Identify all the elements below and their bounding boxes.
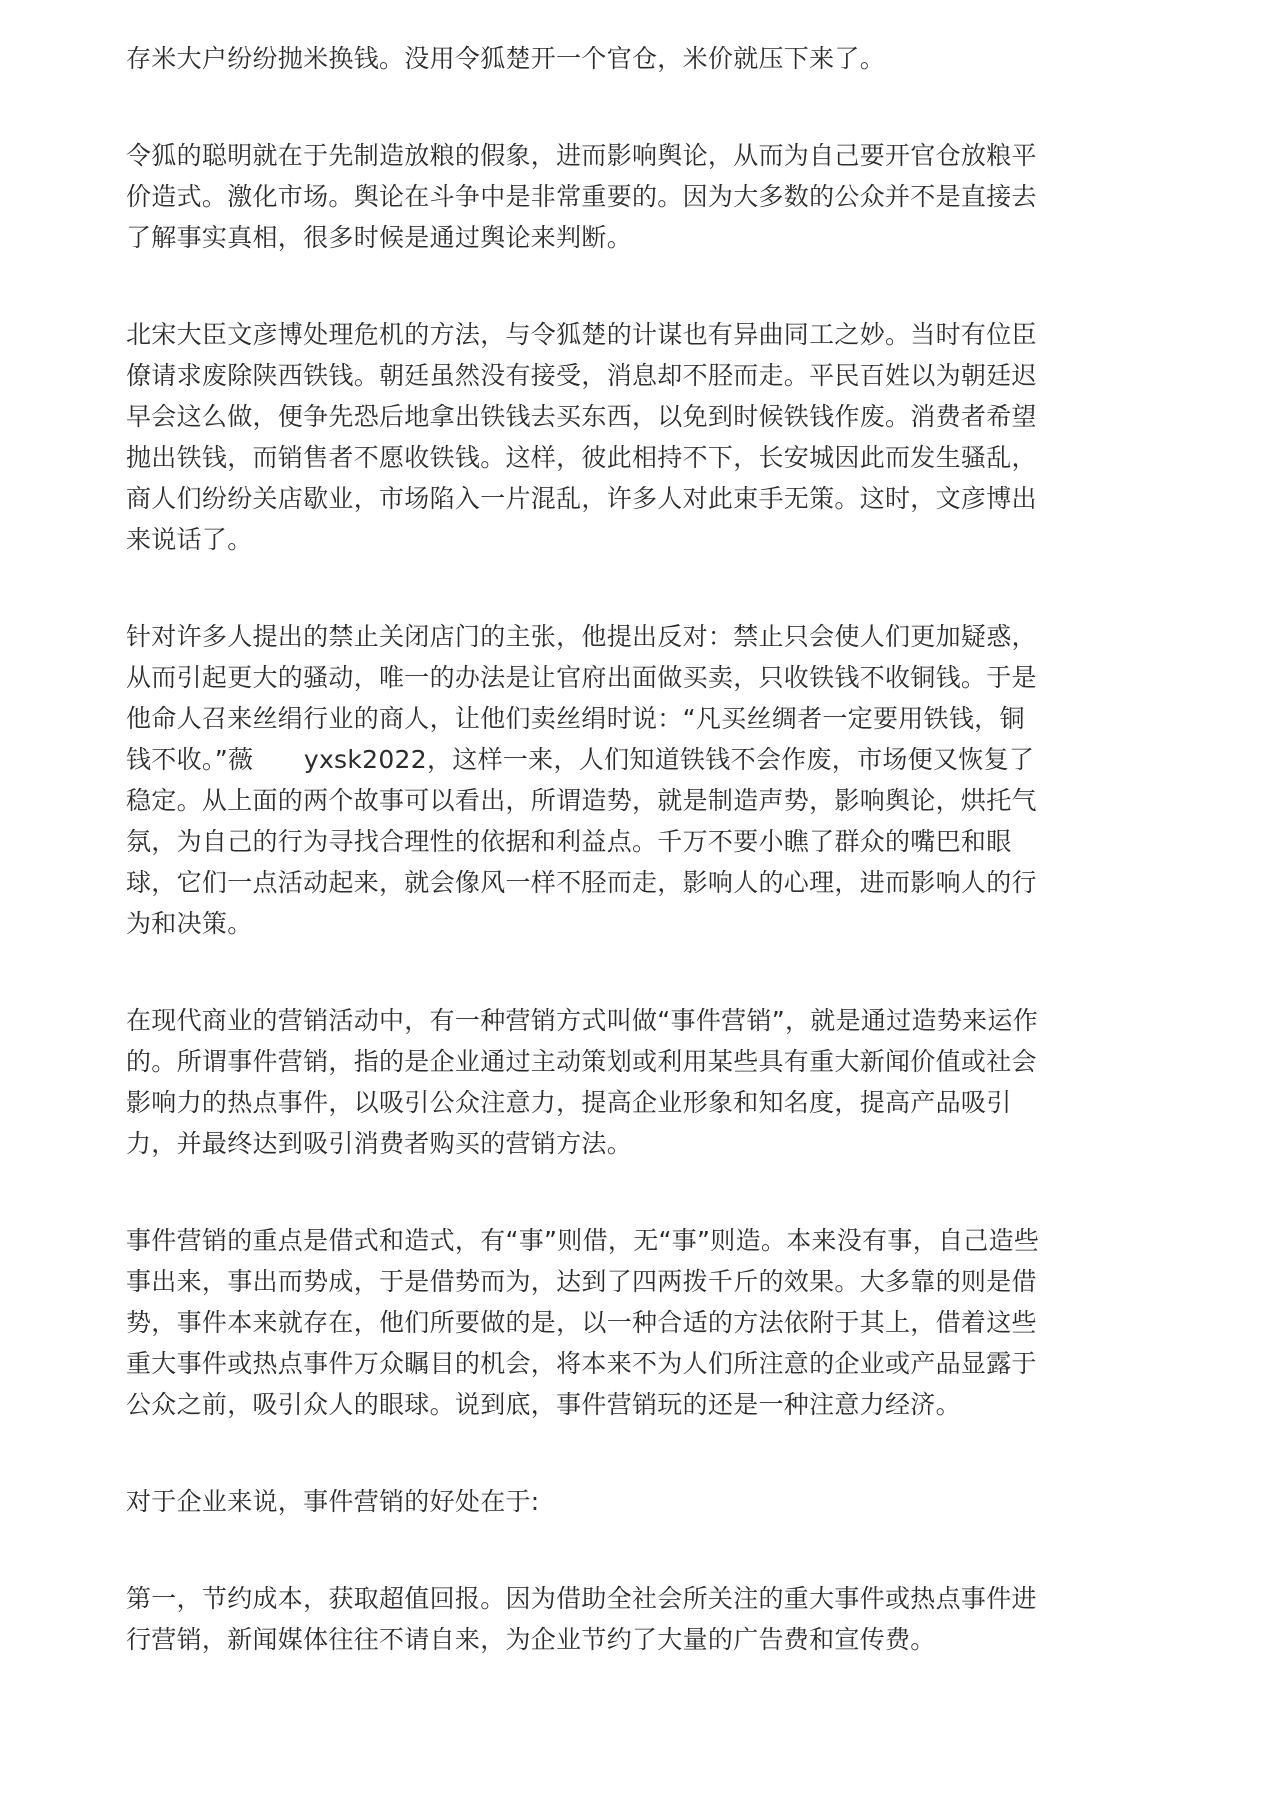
text-line: 第一，节约成本，获取超值回报。因为借助全社会所关注的重大事件或热点事件进 <box>126 1584 1037 1613</box>
paragraph-5 <box>126 1000 1156 1164</box>
text-line: 的。所谓事件营销，指的是企业通过主动策划或利用某些具有重大新闻价值或社会 <box>126 1047 1037 1076</box>
text-line: 影响力的热点事件，以吸引公众注意力，提高企业形象和知名度，提高产品吸引 <box>126 1088 1012 1117</box>
text-line: 价造式。激化市场。舆论在斗争中是非常重要的。因为大多数的公众并不是直接去 <box>126 182 1037 211</box>
text-line: 球，它们一点活动起来，就会像风一样不胫而走，影响人的心理，进而影响人的行 <box>126 868 1037 897</box>
text-line: 他命人召来丝绢行业的商人，让他们卖丝绢时说：“凡买丝绸者一定要用铁钱，铜 <box>126 704 1025 733</box>
text-line: 势，事件本来就存在，他们所要做的是，以一种合适的方法依附于其上，借着这些 <box>126 1308 1037 1337</box>
text-line: 令狐的聪明就在于先制造放粮的假象，进而影响舆论，从而为自己要开官仓放粮平 <box>126 141 1037 170</box>
text-line: 从而引起更大的骚动，唯一的办法是让官府出面做买卖，只收铁钱不收铜钱。于是 <box>126 663 1037 692</box>
text-line: 僚请求废除陕西铁钱。朝廷虽然没有接受，消息却不胫而走。平民百姓以为朝廷迟 <box>126 361 1037 390</box>
text-line: 在现代商业的营销活动中，有一种营销方式叫做“事件营销”，就是通过造势来运作 <box>126 1006 1039 1035</box>
text-line: 行营销，新闻媒体往往不请自来，为企业节约了大量的广告费和宣传费。 <box>126 1625 936 1654</box>
text-line: 抛出铁钱，而销售者不愿收铁钱。这样，彼此相持不下，长安城因此而发生骚乱， <box>126 443 1037 472</box>
text-line: 事出来，事出而势成，于是借势而为，达到了四两拨千斤的效果。大多靠的则是借 <box>126 1267 1037 1296</box>
text-line: 公众之前，吸引众人的眼球。说到底，事件营销玩的还是一种注意力经济。 <box>126 1390 961 1419</box>
text-line: 了解事实真相，很多时候是通过舆论来判断。 <box>126 223 633 252</box>
paragraph-4 <box>126 616 1156 944</box>
paragraph-6 <box>126 1220 1156 1425</box>
text-line: 事件营销的重点是借式和造式，有“事”则借，无“事”则造。本来没有事，自己造些 <box>126 1226 1040 1255</box>
text-line: 存米大户纷纷抛米换钱。没用令狐楚开一个官仓，米价就压下来了。 <box>126 44 886 73</box>
text-line: 钱不收。”薇 yxsk2022，这样一来，人们知道铁钱不会作废，市场便又恢复了 <box>126 745 1035 774</box>
paragraph-2 <box>126 135 1156 258</box>
paragraph-8 <box>126 1578 1156 1660</box>
text-line: 早会这么做，便争先恐后地拿出铁钱去买东西，以免到时候铁钱作废。消费者希望 <box>126 402 1037 431</box>
paragraph-1 <box>126 38 1156 79</box>
text-line: 针对许多人提出的禁止关闭店门的主张，他提出反对：禁止只会使人们更加疑惑， <box>126 622 1037 651</box>
text-line: 氛，为自己的行为寻找合理性的依据和利益点。千万不要小瞧了群众的嘴巴和眼 <box>126 827 1012 856</box>
text-line: 重大事件或热点事件万众瞩目的机会，将本来不为人们所注意的企业或产品显露于 <box>126 1349 1037 1378</box>
text-line: 北宋大臣文彦博处理危机的方法，与令狐楚的计谋也有异曲同工之妙。当时有位臣 <box>126 320 1037 349</box>
paragraph-3 <box>126 314 1156 560</box>
text-line: 商人们纷纷关店歇业，市场陷入一片混乱，许多人对此束手无策。这时，文彦博出 <box>126 484 1037 513</box>
text-line: 来说话了。 <box>126 525 253 554</box>
text-line: 为和决策。 <box>126 909 253 938</box>
text-line: 稳定。从上面的两个故事可以看出，所谓造势，就是制造声势，影响舆论，烘托气 <box>126 786 1037 815</box>
article-body <box>126 38 1156 1660</box>
text-line: 对于企业来说，事件营销的好处在于: <box>126 1487 540 1516</box>
paragraph-7 <box>126 1481 1156 1522</box>
text-line: 力，并最终达到吸引消费者购买的营销方法。 <box>126 1129 633 1158</box>
